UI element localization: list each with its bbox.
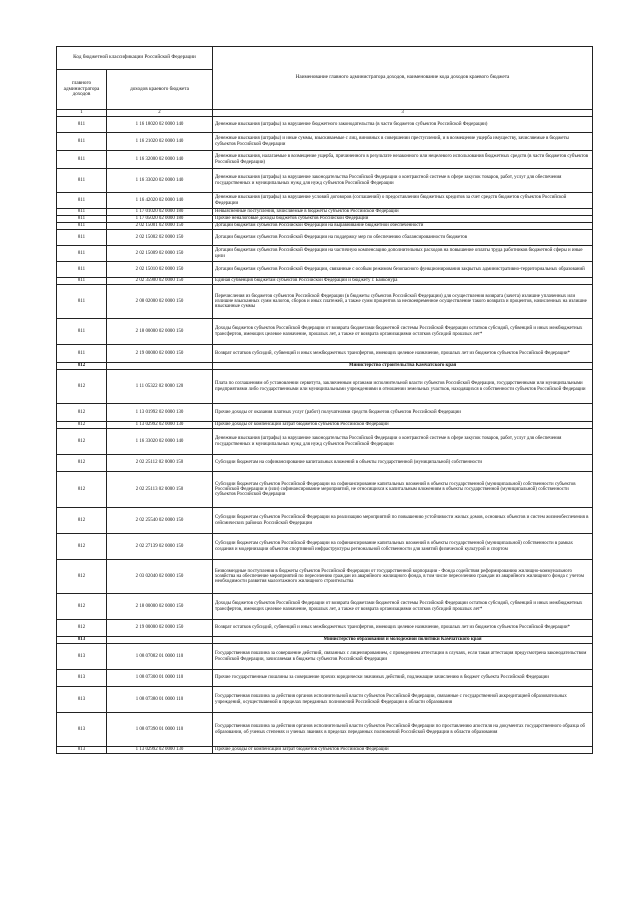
revenue-name-cell: Доходы бюджетов субъектов Российской Федерации от возврата бюджетами бюджетной системы Российской Федерации остатков субсидий, субвенций и иных межбюджетных трансфертов, имеющих целевое назначение, прошлых лет, а также от возврата организациями остатков субсидий прошлых лет* <box>213 319 593 345</box>
admin-code-cell: 813 <box>57 687 107 713</box>
column-number-1: 1 <box>57 110 107 117</box>
revenue-code-cell: 2 02 25113 02 0000 150 <box>107 472 213 508</box>
revenue-name-cell: Субсидии бюджетам субъектов Российской Федерации на реализацию мероприятий по повышению устойчивости жилых домов, основных объектов и систем жизнеобеспечения в сейсмических районах Российской Федерации <box>213 508 593 534</box>
revenue-name-cell: Государственная пошлина за действия органов исполнительной власти субъектов Российской Федерации по проставлению апостиля на документах государственного образца об образовании, об ученых степенях и ученых званиях в пределах переданных полномочий Российской Федерации в области образования <box>213 713 593 747</box>
revenue-name-cell: Безвозмездные поступления в бюджеты субъектов Российской Федерации от государственной корпорации - Фонда содействия реформированию жилищно-коммунального хозяйства на обеспечение мероприятий по переселению граждан из аварийного жилищного фонда, в том числе переселению граждан из аварийного жилищного фонда с учетом необходимости развития малоэтажного жилищного строительства <box>213 560 593 594</box>
revenue-code-cell: 1 16 32000 02 0000 140 <box>107 151 213 169</box>
revenue-code-cell: 2 02 27139 02 0000 150 <box>107 534 213 560</box>
revenue-name-cell: Дотации бюджетам субъектов Российской Федерации на частичную компенсацию дополнительных расходов на повышение оплаты труда работников бюджетной сферы и иные цели <box>213 246 593 262</box>
admin-code-cell: 813 <box>57 670 107 687</box>
table-row <box>57 246 593 262</box>
table-row <box>57 285 593 319</box>
revenue-code-cell: 1 16 33020 02 0000 140 <box>107 429 213 455</box>
header-name: Наименование главного администратора доходов, наименование кода доходов краевого бюджета <box>213 47 593 110</box>
revenue-code-cell: 2 02 15010 02 0000 150 <box>107 262 213 278</box>
table-row <box>57 404 593 422</box>
admin-code-cell: 813 <box>57 637 107 644</box>
admin-code-cell: 812 <box>57 422 107 429</box>
header-admin: главного администратора доходов <box>57 70 107 110</box>
admin-code-cell: 811 <box>57 216 107 223</box>
revenue-name-cell: Дотации бюджетам субъектов Российской Федерации, связанные с особым режимом безопасного функционирования закрытых административно-территориальных образований <box>213 262 593 278</box>
admin-code-cell: 812 <box>57 594 107 620</box>
revenue-name-cell: Денежные взыскания (штрафы) за нарушение условий договоров (соглашений) о предоставлении бюджетных кредитов за счет средств бюджетов субъектов Российской Федерации <box>213 193 593 209</box>
admin-code-cell: 813 <box>57 713 107 747</box>
revenue-name-cell: Субсидии бюджетам субъектов Российской Федерации на софинансирование капитальных вложений в объекты государственной (муниципальной) собственности субъектов Российской Федерации и (или) софинансирование мероприятий, не относящихся к капитальным вложениям в объекты государственной (муниципальной) собственности субъектов Российской Федерации <box>213 472 593 508</box>
revenue-name-cell: Доходы бюджетов субъектов Российской Федерации от возврата бюджетами бюджетной системы Российской Федерации остатков субсидий, субвенций и иных межбюджетных трансфертов, имеющих целевое назначение, прошлых лет, а также от возврата организациями остатков субсидий прошлых лет* <box>213 594 593 620</box>
revenue-code-cell: 2 02 25112 02 0000 150 <box>107 455 213 472</box>
admin-code-cell: 812 <box>57 620 107 637</box>
table-row <box>57 670 593 687</box>
table-row <box>57 151 593 169</box>
table-row <box>57 319 593 345</box>
revenue-name-cell: Денежные взыскания (штрафы) за нарушение законодательства Российской Федерации о контрактной системе в сфере закупок товаров, работ, услуг для обеспечения государственных и муниципальных нужд для нужд субъектов Российской Федерации <box>213 169 593 193</box>
revenue-code-cell: 2 19 00000 02 0000 150 <box>107 345 213 363</box>
revenue-name-cell: Прочие доходы от компенсации затрат бюджетов субъектов Российской Федерации <box>213 747 593 754</box>
revenue-code-cell: 2 08 02000 02 0000 150 <box>107 285 213 319</box>
revenue-code-cell: 2 19 00000 02 0000 150 <box>107 620 213 637</box>
table-row <box>57 644 593 670</box>
table-row <box>57 345 593 363</box>
table-row <box>57 594 593 620</box>
table-row <box>57 193 593 209</box>
revenue-code-cell: 1 08 07390 01 0000 110 <box>107 713 213 747</box>
table-row <box>57 687 593 713</box>
section-row <box>57 637 593 644</box>
admin-code-cell: 811 <box>57 151 107 169</box>
admin-code-cell: 811 <box>57 262 107 278</box>
admin-code-cell: 811 <box>57 133 107 151</box>
admin-code-cell: 813 <box>57 747 107 754</box>
revenue-code-cell: 1 16 21020 02 0000 140 <box>107 133 213 151</box>
revenue-code-cell: 1 11 05322 02 0000 120 <box>107 370 213 404</box>
table-row <box>57 169 593 193</box>
admin-code-cell: 812 <box>57 363 107 370</box>
revenue-name-cell: Перечисления из бюджетов субъектов Российской Федерации (в бюджеты субъектов Российской Федерации) для осуществления возврата (зачета) излишне уплаченных или излишне взысканных сумм налогов, сборов и иных платежей, а также сумм процентов за несвоевременное осуществление такого возврата и процентов, начисленных на излишне взысканные суммы <box>213 285 593 319</box>
revenue-name-cell: Прочие государственные пошлины за совершение прочих юридически значимых действий, подлежащие зачислению в бюджет субъекта Российской Федерации <box>213 670 593 687</box>
revenue-name-cell: Дотации бюджетам субъектов Российской Федерации на поддержку мер по обеспечению сбалансированности бюджетов <box>213 230 593 246</box>
admin-code-cell: 811 <box>57 169 107 193</box>
admin-code-cell: 812 <box>57 404 107 422</box>
table-row <box>57 534 593 560</box>
admin-code-cell: 811 <box>57 209 107 216</box>
admin-code-cell: 812 <box>57 560 107 594</box>
admin-code-cell: 812 <box>57 472 107 508</box>
revenue-code-cell: 2 03 02040 02 0000 150 <box>107 560 213 594</box>
revenue-code-cell <box>107 363 213 370</box>
table-row <box>57 216 593 223</box>
header-revenue-code: доходов краевого бюджета <box>107 70 213 110</box>
admin-code-cell: 811 <box>57 230 107 246</box>
revenue-name-cell: Прочие доходы от компенсации затрат бюджетов субъектов Российской Федерации <box>213 422 593 429</box>
revenue-codes-table <box>56 46 593 754</box>
table-row <box>57 133 593 151</box>
table-row <box>57 455 593 472</box>
revenue-code-cell: 2 02 15001 02 0000 150 <box>107 223 213 230</box>
revenue-code-cell: 1 13 02992 02 0000 130 <box>107 747 213 754</box>
table-row <box>57 713 593 747</box>
revenue-code-cell: 1 17 05020 02 0000 180 <box>107 216 213 223</box>
revenue-code-cell: 1 17 01020 02 0000 180 <box>107 209 213 216</box>
revenue-code-cell: 2 02 35900 02 0000 150 <box>107 278 213 285</box>
revenue-name-cell: Дотации бюджетам субъектов Российской Федерации на выравнивание бюджетной обеспеченности <box>213 223 593 230</box>
revenue-code-cell: 2 18 00000 02 0000 150 <box>107 594 213 620</box>
table-row <box>57 472 593 508</box>
table-row <box>57 620 593 637</box>
revenue-code-cell: 1 13 02992 02 0000 130 <box>107 422 213 429</box>
revenue-code-cell: 1 13 01992 02 0000 130 <box>107 404 213 422</box>
table-row <box>57 230 593 246</box>
revenue-name-cell: Денежные взыскания, налагаемые в возмещение ущерба, причиненного в результате незаконного или нецелевого использования бюджетных средств (в части бюджетов субъектов Российской Федерации) <box>213 151 593 169</box>
table-body <box>57 117 593 754</box>
table-row <box>57 223 593 230</box>
revenue-name-cell: Невыясненные поступления, зачисляемые в бюджеты субъектов Российской Федерации <box>213 209 593 216</box>
revenue-code-cell: 1 08 07082 01 0000 110 <box>107 644 213 670</box>
table-row <box>57 560 593 594</box>
admin-code-cell: 811 <box>57 193 107 209</box>
admin-code-cell: 811 <box>57 117 107 133</box>
table-row <box>57 429 593 455</box>
column-number-2: 2 <box>107 110 213 117</box>
revenue-name-cell: Единая субвенция бюджетам субъектов Российской Федерации и бюджету г. Байконура <box>213 278 593 285</box>
revenue-name-cell: Министерство образования и молодежной политики Камчатского края <box>213 637 593 644</box>
revenue-code-cell: 1 16 18020 02 0000 140 <box>107 117 213 133</box>
revenue-name-cell: Плата по соглашениям об установлении сервитута, заключенным органами исполнительной власти субъектов Российской Федерации, государственными или муниципальными предприятиями либо государственными или муниципальными учреждениями в отношении земельных участков, находящихся в собственности субъектов Российской Федерации <box>213 370 593 404</box>
revenue-code-cell: 1 08 07300 01 0000 110 <box>107 670 213 687</box>
admin-code-cell: 812 <box>57 534 107 560</box>
revenue-code-cell <box>107 637 213 644</box>
revenue-code-cell: 1 16 42020 02 0000 140 <box>107 193 213 209</box>
table-row <box>57 209 593 216</box>
admin-code-cell: 812 <box>57 429 107 455</box>
revenue-name-cell: Министерство строительства Камчатского края <box>213 363 593 370</box>
revenue-name-cell: Денежные взыскания (штрафы) за нарушение бюджетного законодательства (в части бюджетов субъектов Российской Федерации) <box>213 117 593 133</box>
table-row <box>57 370 593 404</box>
revenue-name-cell: Государственная пошлина за действия органов исполнительной власти субъектов Российской Федерации, связанные с государственной аккредитацией образовательных учреждений, осуществляемой в пределах переданных полномочий Российской Федерации в области образования <box>213 687 593 713</box>
admin-code-cell: 811 <box>57 285 107 319</box>
table-row <box>57 117 593 133</box>
admin-code-cell: 811 <box>57 223 107 230</box>
admin-code-cell: 811 <box>57 278 107 285</box>
header-code-group: Код бюджетной классификации Российской Федерации <box>57 47 213 70</box>
revenue-code-cell: 2 02 15002 02 0000 150 <box>107 230 213 246</box>
admin-code-cell: 811 <box>57 246 107 262</box>
revenue-code-cell: 1 08 07380 01 0000 110 <box>107 687 213 713</box>
table-row <box>57 508 593 534</box>
table-row <box>57 278 593 285</box>
admin-code-cell: 812 <box>57 370 107 404</box>
revenue-name-cell: Денежные взыскания (штрафы) и иные суммы, взыскиваемые с лиц, виновных в совершении преступлений, и в возмещение ущерба имуществу, зачисляемые в бюджеты субъектов Российской Федерации <box>213 133 593 151</box>
revenue-name-cell: Государственная пошлина за совершение действий, связанных с лицензированием, с проведением аттестации в случаях, если такая аттестация предусмотрена законодательством Российской Федерации, зачисляемая в бюджеты субъектов Российской Федерации <box>213 644 593 670</box>
admin-code-cell: 813 <box>57 644 107 670</box>
revenue-code-cell: 2 18 00000 02 0000 150 <box>107 319 213 345</box>
revenue-name-cell: Субсидии бюджетам на софинансирование капитальных вложений в объекты государственной (муниципальной) собственности <box>213 455 593 472</box>
revenue-name-cell: Возврат остатков субсидий, субвенций и иных межбюджетных трансфертов, имеющих целевое назначение, прошлых лет из бюджетов субъектов Российской Федерации* <box>213 345 593 363</box>
revenue-name-cell: Прочие доходы от оказания платных услуг (работ) получателями средств бюджетов субъектов Российской Федерации <box>213 404 593 422</box>
admin-code-cell: 812 <box>57 508 107 534</box>
admin-code-cell: 811 <box>57 345 107 363</box>
revenue-name-cell: Прочие неналоговые доходы бюджетов субъектов Российской Федерации <box>213 216 593 223</box>
revenue-name-cell: Денежные взыскания (штрафы) за нарушение законодательства Российской Федерации о контрактной системе в сфере закупок товаров, работ, услуг для обеспечения государственных и муниципальных нужд для нужд субъектов Российской Федерации <box>213 429 593 455</box>
revenue-name-cell: Возврат остатков субсидий, субвенций и иных межбюджетных трансфертов, имеющих целевое назначение, прошлых лет из бюджетов субъектов Российской Федерации* <box>213 620 593 637</box>
table-row <box>57 747 593 754</box>
column-number-3: 3 <box>213 110 593 117</box>
revenue-code-cell: 2 02 15009 02 0000 150 <box>107 246 213 262</box>
revenue-code-cell: 1 16 33020 02 0000 140 <box>107 169 213 193</box>
revenue-code-cell: 2 02 25540 02 0000 150 <box>107 508 213 534</box>
admin-code-cell: 812 <box>57 455 107 472</box>
revenue-name-cell: Субсидии бюджетам субъектов Российской Федерации на софинансирование капитальных вложений в объекты государственной (муниципальной) собственности в рамках создания и модернизации объектов спортивной инфраструктуры региональной собственности для занятий физической культурой и спортом <box>213 534 593 560</box>
section-row <box>57 363 593 370</box>
table-row <box>57 262 593 278</box>
document-page <box>56 46 592 754</box>
table-row <box>57 422 593 429</box>
admin-code-cell: 811 <box>57 319 107 345</box>
